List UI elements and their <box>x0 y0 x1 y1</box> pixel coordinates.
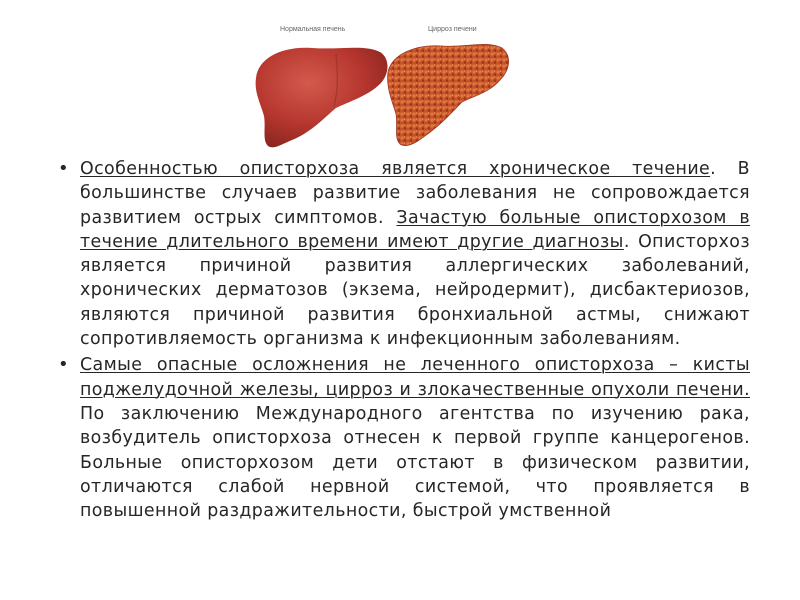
normal-liver-caption: Нормальная печень <box>280 26 346 33</box>
text-run: По заключению Международного агентства по изучению рака, возбудитель описторхоза отнесен к первой группе канцерогенов. Больные описторхозом дети отстают в физическом развитии, отличаются слабой нервной системой, что проявляется в повышенной раздражительности, быстрой умственной <box>80 403 750 522</box>
text-run: . В большинстве случаев развитие заболевания не сопровождается развитием острых симптомов. <box>80 159 750 228</box>
underlined-phrase: Самые опасные осложнения не леченного описторхоза – кисты поджелудочной железы, цирроз и злокачественные опухоли печени. <box>80 355 750 400</box>
cirrhosis-liver-caption: Цирроз печени <box>428 26 477 33</box>
underlined-phrase: Особенностью описторхоза является хроническое течение <box>80 159 711 179</box>
underlined-phrase: Зачастую больные описторхозом в течение длительного времени имеют другие диагнозы <box>80 207 750 252</box>
slide-text <box>56 157 750 523</box>
bullet-paragraph-1 <box>56 157 750 351</box>
text-run: . Описторхоз является причиной развития аллергических заболеваний, хронических дерматозов (экзема, нейродермит), дисбактериозов, являются причиной развития бронхиальной астмы, снижают сопротивляемость организма к инфекционным заболеваниям. <box>80 231 750 350</box>
bullet-paragraph-2 <box>56 353 750 523</box>
liver-comparison-figure <box>252 14 514 144</box>
normal-liver-image <box>252 36 392 154</box>
cirrhosis-liver-image <box>382 34 512 152</box>
